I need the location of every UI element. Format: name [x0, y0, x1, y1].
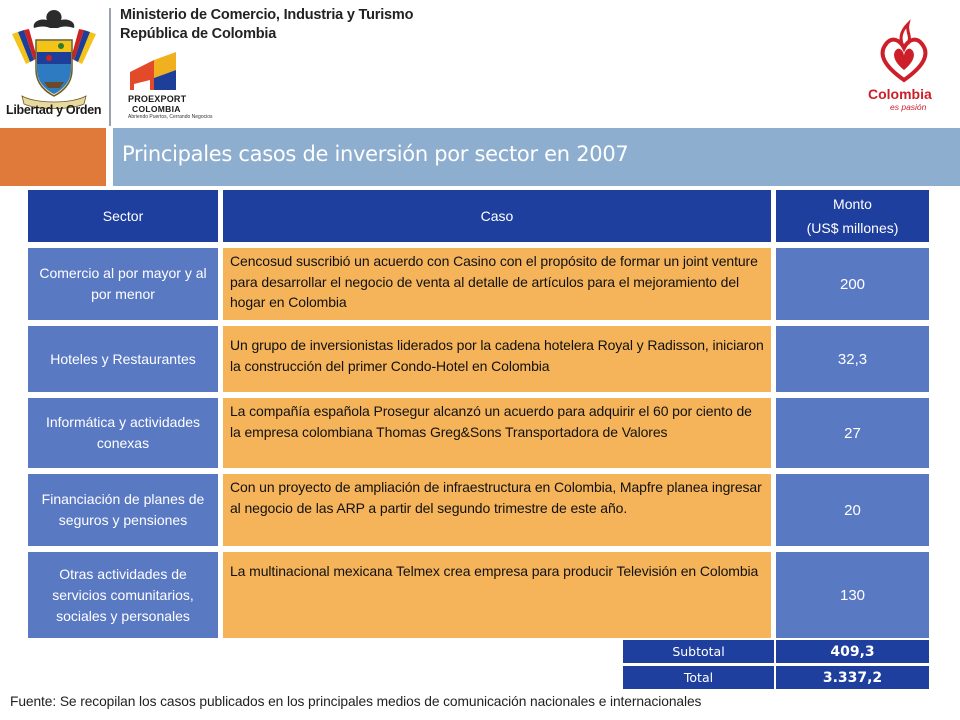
row-3-caso: La compañía española Prosegur alcanzó un acuerdo para adquirir el 60 por ciento de la empresa colombiana Thomas Greg&Sons Transportadora de Valores: [223, 398, 771, 468]
ministry-line-1: Ministerio de Comercio, Industria y Turismo: [120, 7, 414, 23]
header-caso: Caso: [223, 190, 771, 242]
source-note: Fuente: Se recopilan los casos publicados en los principales medios de comunicación nacionales e internacionales: [10, 694, 702, 709]
colombia-tagline: es pasión: [890, 102, 927, 112]
coat-motto: Libertad y Orden: [6, 103, 102, 117]
row-3-monto: 27: [776, 398, 929, 468]
row-2-sector: Hoteles y Restaurantes: [28, 326, 218, 392]
total-label: Total: [623, 666, 774, 689]
colombia-brand: Colombia: [868, 86, 932, 102]
row-5-caso: La multinacional mexicana Telmex crea empresa para producir Televisión en Colombia: [223, 552, 771, 638]
ministry-name: [120, 6, 413, 44]
row-2-monto: 32,3: [776, 326, 929, 392]
row-4-caso: Con un proyecto de ampliación de infraestructura en Colombia, Mapfre planea ingresar al negocio de las ARP a partir del segundo trimestre de este año.: [223, 474, 771, 546]
proexport-country: COLOMBIA: [132, 104, 181, 114]
row-2-caso: Un grupo de inversionistas liderados por la cadena hotelera Royal y Radisson, iniciaron la construcción del primer Condo-Hotel en Colombia: [223, 326, 771, 392]
proexport-tagline: Abriendo Puertos, Cerrando Negocios: [128, 114, 213, 120]
header-monto-line2: (US$ millones): [806, 220, 899, 236]
subtotal-value: 409,3: [776, 640, 929, 663]
row-5-sector: Otras actividades de servicios comunitarios, sociales y personales: [28, 552, 218, 638]
page-title: Principales casos de inversión por sector en 2007: [122, 142, 629, 166]
header-monto: [776, 190, 929, 242]
total-value: 3.337,2: [776, 666, 929, 689]
row-4-sector: Financiación de planes de seguros y pensiones: [28, 474, 218, 546]
row-1-sector: Comercio al por mayor y al por menor: [28, 248, 218, 320]
ministry-line-2: República de Colombia: [120, 26, 277, 42]
row-4-monto: 20: [776, 474, 929, 546]
subtotal-label: Subtotal: [623, 640, 774, 663]
title-accent-block: [0, 128, 106, 186]
header-divider: [109, 8, 111, 126]
proexport-name: PROEXPORT: [128, 94, 187, 104]
row-1-monto: 200: [776, 248, 929, 320]
row-5-monto: 130: [776, 552, 929, 638]
row-1-caso: Cencosud suscribió un acuerdo con Casino con el propósito de formar un joint venture para desarrollar el negocio de venta al detalle de artículos para el mejoramiento del hogar en Colombia: [223, 248, 771, 320]
row-3-sector: Informática y actividades conexas: [28, 398, 218, 468]
header-sector: Sector: [28, 190, 218, 242]
header-monto-line1: Monto: [833, 196, 872, 212]
